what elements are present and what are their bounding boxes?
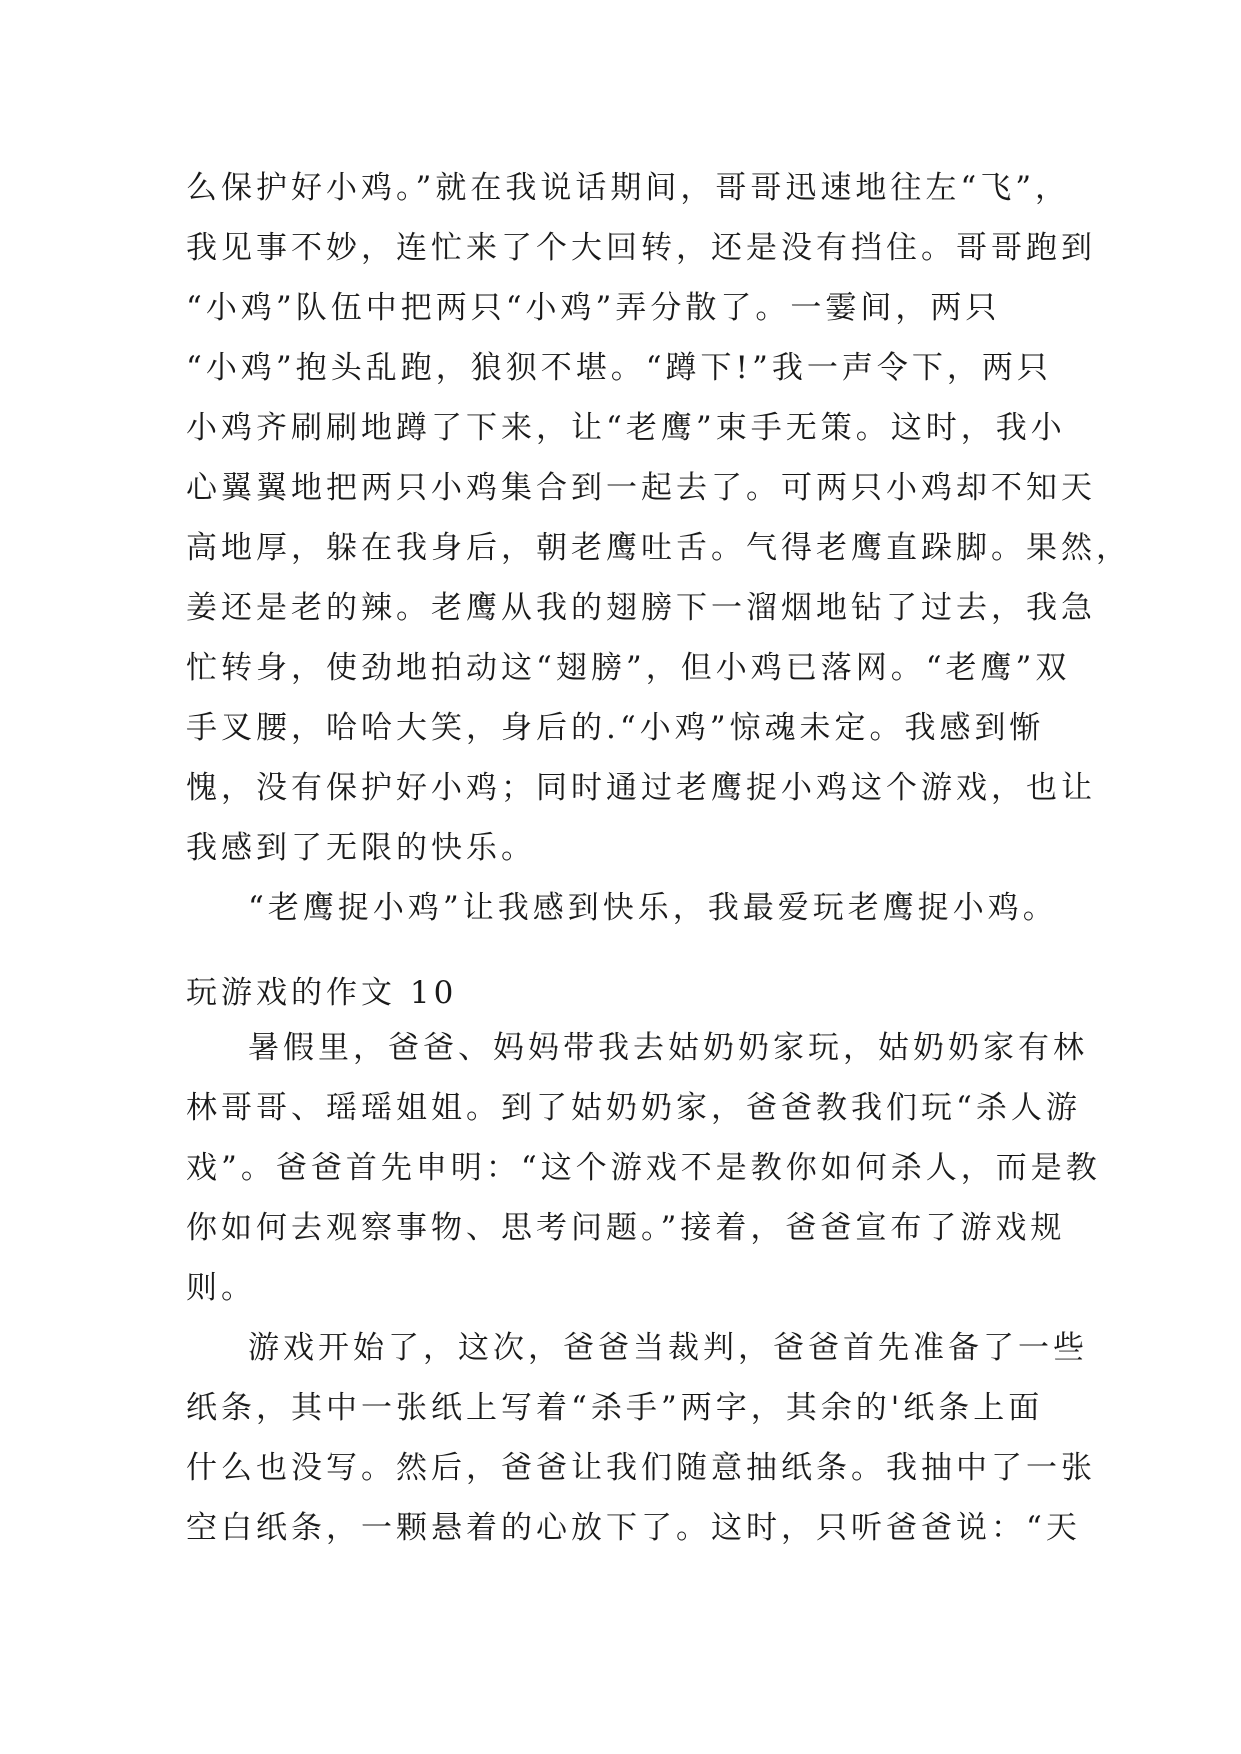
paragraph-line: 小鸡齐刷刷地蹲了下来，让“老鹰”束手无策。这时，我小 <box>186 410 1066 446</box>
section-title: 玩游戏的作文 10 <box>186 975 458 1011</box>
paragraph-line: “小鸡”队伍中把两只“小鸡”弄分散了。一霎间，两只 <box>186 290 1001 326</box>
section-title-block <box>186 963 1066 1023</box>
paragraph-line: 戏”。爸爸首先申明：“这个游戏不是教你如何杀人，而是教 <box>186 1150 1101 1186</box>
paragraph-line: 林哥哥、瑶瑶姐姐。到了姑奶奶家，爸爸教我们玩“杀人游 <box>186 1090 1081 1126</box>
paragraph-line: 高地厚，躲在我身后，朝老鹰吐舌。气得老鹰直跺脚。果然， <box>186 530 1131 566</box>
paragraph-line: 什么也没写。然后，爸爸让我们随意抽纸条。我抽中了一张 <box>186 1450 1096 1486</box>
story-continuation <box>186 158 1131 938</box>
paragraph-line: 么保护好小鸡。”就在我说话期间，哥哥迅速地往左“飞”， <box>186 170 1071 206</box>
paragraph-line: 则。 <box>186 1270 256 1306</box>
paragraph-line: 空白纸条，一颗悬着的心放下了。这时，只听爸爸说：“天 <box>186 1510 1081 1546</box>
paragraph-line: 愧，没有保护好小鸡；同时通过老鹰捉小鸡这个游戏，也让 <box>186 770 1096 806</box>
paragraph-line: 忙转身，使劲地拍动这“翅膀”，但小鸡已落网。“老鹰”双 <box>186 650 1071 686</box>
paragraph-line: 游戏开始了，这次，爸爸当裁判，爸爸首先准备了一些 <box>248 1330 1088 1366</box>
paragraph-line: 姜还是老的辣。老鹰从我的翅膀下一溜烟地钻了过去，我急 <box>186 590 1096 626</box>
paragraph-line: 手叉腰，哈哈大笑，身后的.“小鸡”惊魂未定。我感到惭 <box>186 710 1045 746</box>
paragraph-line: 你如何去观察事物、思考问题。”接着，爸爸宣布了游戏规 <box>186 1210 1066 1246</box>
paragraph-line: 纸条，其中一张纸上写着“杀手”两字，其余的'纸条上面 <box>186 1390 1044 1426</box>
paragraph-line: 暑假里，爸爸、妈妈带我去姑奶奶家玩，姑奶奶家有林 <box>248 1030 1088 1066</box>
paragraph-line: 我感到了无限的快乐。 <box>186 830 536 866</box>
new-essay-body <box>186 1018 1101 1558</box>
paragraph-line: 心翼翼地把两只小鸡集合到一起去了。可两只小鸡却不知天 <box>186 470 1096 506</box>
paragraph-line: 我见事不妙，连忙来了个大回转，还是没有挡住。哥哥跑到 <box>186 230 1096 266</box>
closing-paragraph: “老鹰捉小鸡”让我感到快乐，我最爱玩老鹰捉小鸡。 <box>248 890 1058 926</box>
paragraph-line: “小鸡”抱头乱跑，狼狈不堪。“蹲下!”我一声令下，两只 <box>186 350 1052 386</box>
